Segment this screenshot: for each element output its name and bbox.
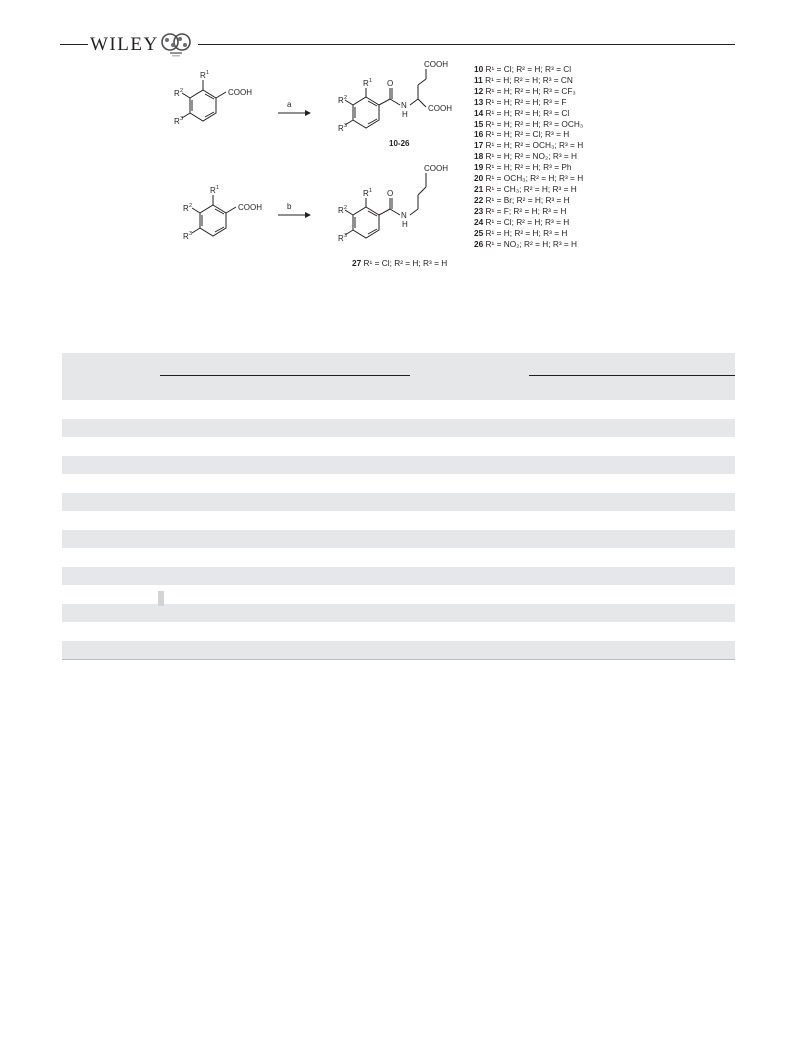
compound-number: 23	[474, 205, 484, 216]
compound-number: 20	[474, 173, 484, 184]
compound-entry	[474, 173, 583, 184]
compound-number: 13	[474, 96, 484, 107]
compound-substituents: R¹ = F; R² = H; R³ = H	[483, 205, 567, 216]
compound-substituents: R¹ = H; R² = H; R³ = Cl	[483, 107, 570, 118]
compound-substituents: R¹ = H; R² = H; R³ = CN	[482, 74, 573, 85]
compound-list	[474, 64, 583, 249]
table-row	[62, 548, 735, 567]
start2-cooh: COOH	[238, 203, 262, 212]
compound-entry	[474, 184, 583, 195]
arrow-a-label: a	[287, 100, 292, 109]
table-body	[62, 400, 735, 660]
compound-number: 10	[474, 64, 484, 74]
table-cell-marker	[158, 591, 164, 606]
data-table	[62, 353, 735, 660]
reaction-scheme	[174, 55, 475, 280]
product2-nitrogen: N	[401, 211, 407, 220]
compound-number: 25	[474, 227, 484, 238]
compound-number: 17	[474, 140, 484, 151]
compound-number: 15	[474, 118, 484, 129]
compound-substituents: R¹ = Cl; R² = H; R³ = Cl	[483, 64, 572, 74]
compound-substituents: R¹ = H; R² = H; R³ = H	[483, 227, 568, 238]
compound-entry	[474, 86, 583, 97]
product1-nitrogen: N	[401, 101, 407, 110]
compound-entry	[474, 64, 583, 75]
svg-text:3: 3	[189, 231, 193, 237]
table-row	[62, 437, 735, 456]
compound-number: 14	[474, 107, 484, 118]
compound-number: 19	[474, 162, 484, 173]
svg-text:1: 1	[369, 188, 373, 194]
product2-cooh-top: COOH	[424, 164, 448, 173]
compound-substituents: R¹ = H; R² = H; R³ = F	[483, 96, 567, 107]
product1-nh: H	[402, 110, 408, 119]
compound-number: 21	[474, 183, 484, 194]
compound-entry	[474, 195, 583, 206]
table-row	[62, 622, 735, 641]
svg-text:2: 2	[180, 88, 184, 94]
compound-substituents: R¹ = Cl; R² = H; R³ = H	[363, 258, 448, 268]
compound-entry	[474, 151, 583, 162]
table-row	[62, 474, 735, 493]
compound-substituents: R¹ = Br; R² = H; R³ = H	[483, 194, 570, 205]
start1-r3: R	[174, 117, 180, 126]
svg-text:1: 1	[216, 185, 220, 191]
svg-text:2: 2	[189, 203, 193, 209]
product2-r2: R	[338, 206, 344, 215]
start2-r2: R	[183, 204, 189, 213]
header-rule-right	[198, 44, 735, 45]
compound-entry	[474, 129, 583, 140]
product1-label: 10-26	[389, 139, 410, 148]
svg-text:2: 2	[344, 205, 348, 211]
molecule-logo-icon	[160, 30, 194, 58]
product2-r3: R	[338, 234, 344, 243]
compound-entry	[474, 206, 583, 217]
compound-substituents: R¹ = H; R² = Cl; R³ = H	[483, 129, 570, 140]
benzene-ring-3	[200, 205, 226, 236]
header-rule-left	[60, 44, 88, 45]
compound-substituents: R¹ = H; R² = NO₂; R³ = H	[483, 151, 578, 162]
table-row	[62, 419, 735, 438]
table-row	[62, 400, 735, 419]
start1-cooh: COOH	[228, 88, 252, 97]
start2-r3: R	[183, 232, 189, 241]
compound-entry	[474, 162, 583, 173]
product1-r2: R	[338, 96, 344, 105]
svg-text:2: 2	[344, 95, 348, 101]
compound-number: 27	[352, 258, 362, 268]
product1-r1: R	[363, 79, 369, 88]
compound-entry	[474, 140, 583, 151]
product2-carbonyl-o: O	[387, 189, 394, 198]
compound-number: 24	[474, 216, 484, 227]
compound-substituents: R¹ = NO₂; R² = H; R³ = H	[483, 238, 578, 249]
compound-entry	[474, 239, 583, 250]
compound-entry	[474, 108, 583, 119]
table-header	[62, 353, 735, 400]
product1-cooh-top: COOH	[424, 60, 448, 69]
table-row	[62, 493, 735, 512]
compound-entry	[474, 75, 583, 86]
arrow-b-label: b	[287, 202, 292, 211]
publisher-name: WILEY	[90, 34, 159, 55]
compound-substituents: R¹ = H; R² = H; R³ = Ph	[483, 162, 572, 173]
start1-r2: R	[174, 89, 180, 98]
product1-r3: R	[338, 124, 344, 133]
compound-substituents: R¹ = H; R² = H; R³ = OCH₃	[483, 118, 584, 129]
benzene-ring-4	[353, 207, 379, 238]
table-row	[62, 604, 735, 623]
product1-cooh-bottom: COOH	[428, 104, 452, 113]
table-row	[62, 511, 735, 530]
compound-number: 26	[474, 238, 484, 249]
benzene-ring-2	[353, 97, 379, 128]
svg-text:1: 1	[206, 70, 210, 76]
compound-number: 22	[474, 194, 484, 205]
product2-r1: R	[363, 189, 369, 198]
header-span-rule	[160, 375, 410, 376]
compound-substituents: R¹ = CH₃; R² = H; R³ = H	[483, 183, 577, 194]
compound-entry	[474, 217, 583, 228]
svg-text:1: 1	[369, 78, 373, 84]
product1-carbonyl-o: O	[387, 79, 394, 88]
compound-27-label	[352, 258, 447, 268]
compound-entry	[474, 97, 583, 108]
compound-entry	[474, 119, 583, 130]
compound-number: 18	[474, 151, 484, 162]
table-row	[62, 456, 735, 475]
compound-number: 12	[474, 85, 484, 96]
table-row	[62, 641, 735, 661]
table-row	[62, 530, 735, 549]
header-span-rule	[529, 375, 735, 376]
compound-substituents: R¹ = H; R² = H; R³ = CF₃	[483, 85, 576, 96]
benzene-ring-1	[190, 90, 216, 121]
svg-text:3: 3	[344, 123, 348, 129]
compound-substituents: R¹ = Cl; R² = H; R³ = H	[483, 216, 570, 227]
compound-number: 16	[474, 129, 484, 140]
compound-entry	[474, 228, 583, 239]
svg-text:3: 3	[344, 233, 348, 239]
svg-text:3: 3	[180, 116, 184, 122]
product2-nh: H	[402, 220, 408, 229]
table-row	[62, 567, 735, 586]
start1-r1: R	[200, 71, 206, 80]
compound-substituents: R¹ = OCH₃; R² = H; R³ = H	[483, 173, 584, 184]
compound-number: 11	[474, 74, 483, 85]
compound-substituents: R¹ = H; R² = OCH₃; R³ = H	[483, 140, 584, 151]
start2-r1: R	[210, 186, 216, 195]
